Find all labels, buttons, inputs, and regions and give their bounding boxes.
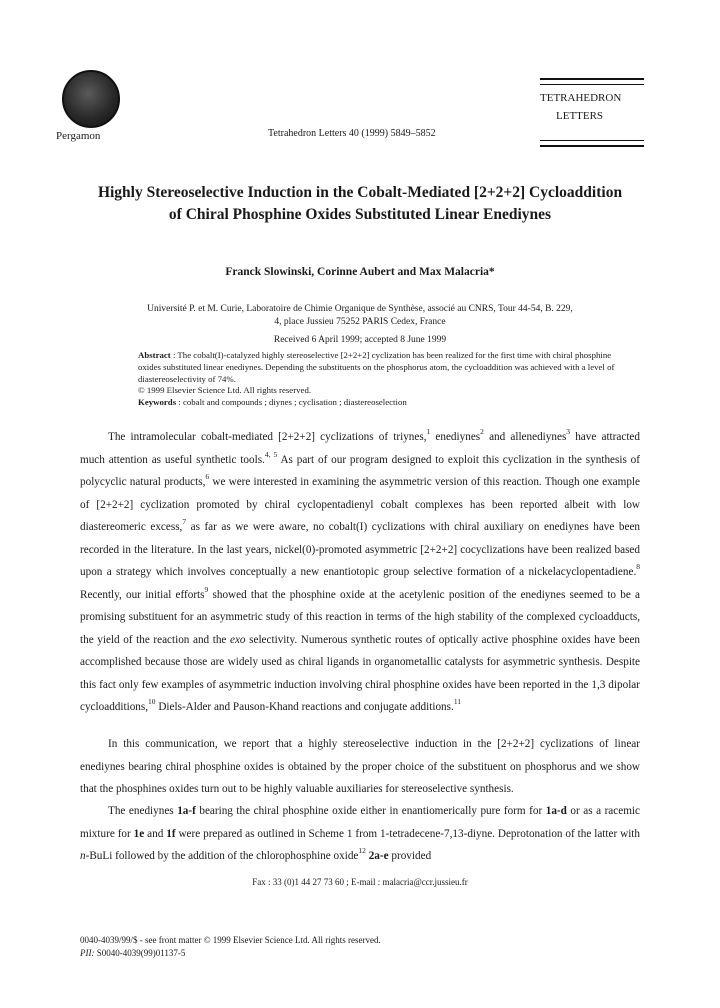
ref-6: 6 [205,472,210,481]
received-dates: Received 6 April 1999; accepted 8 June 1999 [273,335,447,345]
ref-4-5: 4, 5 [264,449,278,459]
header-rule-bottom [540,145,644,147]
ref-1: 1 [426,427,431,436]
journal-reference: Tetrahedron Letters 40 (1999) 5849–5852 [268,128,436,139]
body-paragraph-2: In this communication, we report that a highly stereoselective induction in the [2+2+2] cyclizations of linear enediynes bearing chiral phosphine oxides is obtained by the proper choice of the substituent on phosphorus and we show that the phosphines oxides turn out to be highly valuable auxiliaries for stereoselective synthesis. [80,738,640,795]
article-title-line2: of Chiral Phosphine Oxides Substituted Linear Enediynes [168,206,552,223]
abstract [138,350,618,409]
issn-line: 0040-4039/99/$ - see front matter © 1999 Elsevier Science Ltd. All rights reserved. [80,935,381,945]
publisher-name: Pergamon [56,130,101,142]
corresponding-contact: Fax : 33 (0)1 44 27 73 60 ; E-mail : malacria@ccr.jussieu.fr [252,877,468,887]
abstract-label: Abstract [138,350,171,360]
affiliation-line2: 4, place Jussieu 75252 PARIS Cedex, France [274,317,446,327]
ref-3: 3 [566,427,571,436]
body-paragraph-1: The intramolecular cobalt-mediated [2+2+2] cyclizations of triynes,$^1$ enediynes$^2$ and allenediynes$^3$ have attracted much attention as useful synthetic tools.$^{4, 5}$ As part of our program designed to exploit this cyclization in the synthesis of polycyclic natural products,$^6$ we were interested in examining the asymmetric version of this reaction. Though one example of [2+2+2] cyclization promoted by chiral cyclopentadienyl cobalt complexes has been reported albeit with low diastereomeric excess,$^7$ as far as we were aware, no cobalt(I) cyclizations with chiral auxiliary on enediynes have been recorded in the literature. In the last years, nickel(0)-promoted asymmetric [2+2+2] cocyclizations have been realized based upon a strategy which involves conceptually a new enantiotopic group selective formation of a nickelacyclopentadiene.$^8$ Recently, our initial efforts$^9$ showed that the phosphine oxide at the acetylenic position of the enediynes seemed to be a promising substituent for an asymmetric study of this reaction in terms of the high stability of the complexed cycloadducts, the yield of the reaction and the exo selectivity. Numerous synthetic routes of optically active phosphine oxides have been accomplished because those are widely used as chiral ligands in organometallic catalysts for asymmetric synthesis. Despite this fact only few examples of asymmetric induction involving chiral phosphine oxides have been reported in the 1,3 dipolar cycloadditions,$^{10}$ Diels-Alder and Pauson-Khand reactions and conjugate additions.$^{11}$ [80,427,641,713]
ref-7: 7 [182,517,187,526]
abstract-copyright: © 1999 Elsevier Science Ltd. All rights reserved. [138,385,312,396]
ref-2: 2 [480,427,484,436]
journal-brand-line2: LETTERS [556,110,604,122]
article-title-line1: Highly Stereoselective Induction in the Cobalt-Mediated [2+2+2] Cycloaddition [97,184,623,201]
publisher-logo [62,70,120,128]
header-rule-top [540,78,644,80]
body-paragraph-3: The enediynes 1a-f bearing the chiral phosphine oxide either in enantiomerically pure form for 1a-d or as a racemic mixture for 1e and 1f were prepared as outlined in Scheme 1 from 1-tetradecene-7,13-diyne. Deprotonation of the latter with n-BuLi followed by the addition of the chlorophosphine oxide$^{12}$ 2a-e provided [80,805,641,862]
affiliation-line1: Université P. et M. Curie, Laboratoire de Chimie Organique de Synthèse, associé au CNRS, Tour 44-54, B. 229, [147,304,573,314]
ref-11: 11 [453,697,462,706]
abstract-text: Abstract : The cobalt(I)-catalyzed highly stereoselective [2+2+2] cyclization has been realized for the first time with chiral phosphine oxides substituted linear enediynes. Depending the substituents on the phosphorus atom, the cycloaddition was achieved with a level of diastereoselectivity of 74%. [138,350,615,384]
keywords: Keywords : cobalt and compounds ; diynes ; cyclisation ; diastereoselection [138,397,407,408]
header-rule-bottom-thin [540,140,644,141]
keywords-label: Keywords [138,397,177,408]
header-rule-top-thin [540,84,644,85]
ref-9: 9 [204,584,209,594]
ref-10: 10 [148,697,156,706]
pii-line: PII: S0040-4039(99)01137-5 [80,948,186,958]
authors: Franck Slowinski, Corinne Aubert and Max Malacria* [225,266,495,278]
ref-12: 12 [358,846,366,855]
ref-8: 8 [636,562,640,571]
journal-brand-line1: TETRAHEDRON [540,92,622,104]
pii-label: PII: [80,948,95,958]
